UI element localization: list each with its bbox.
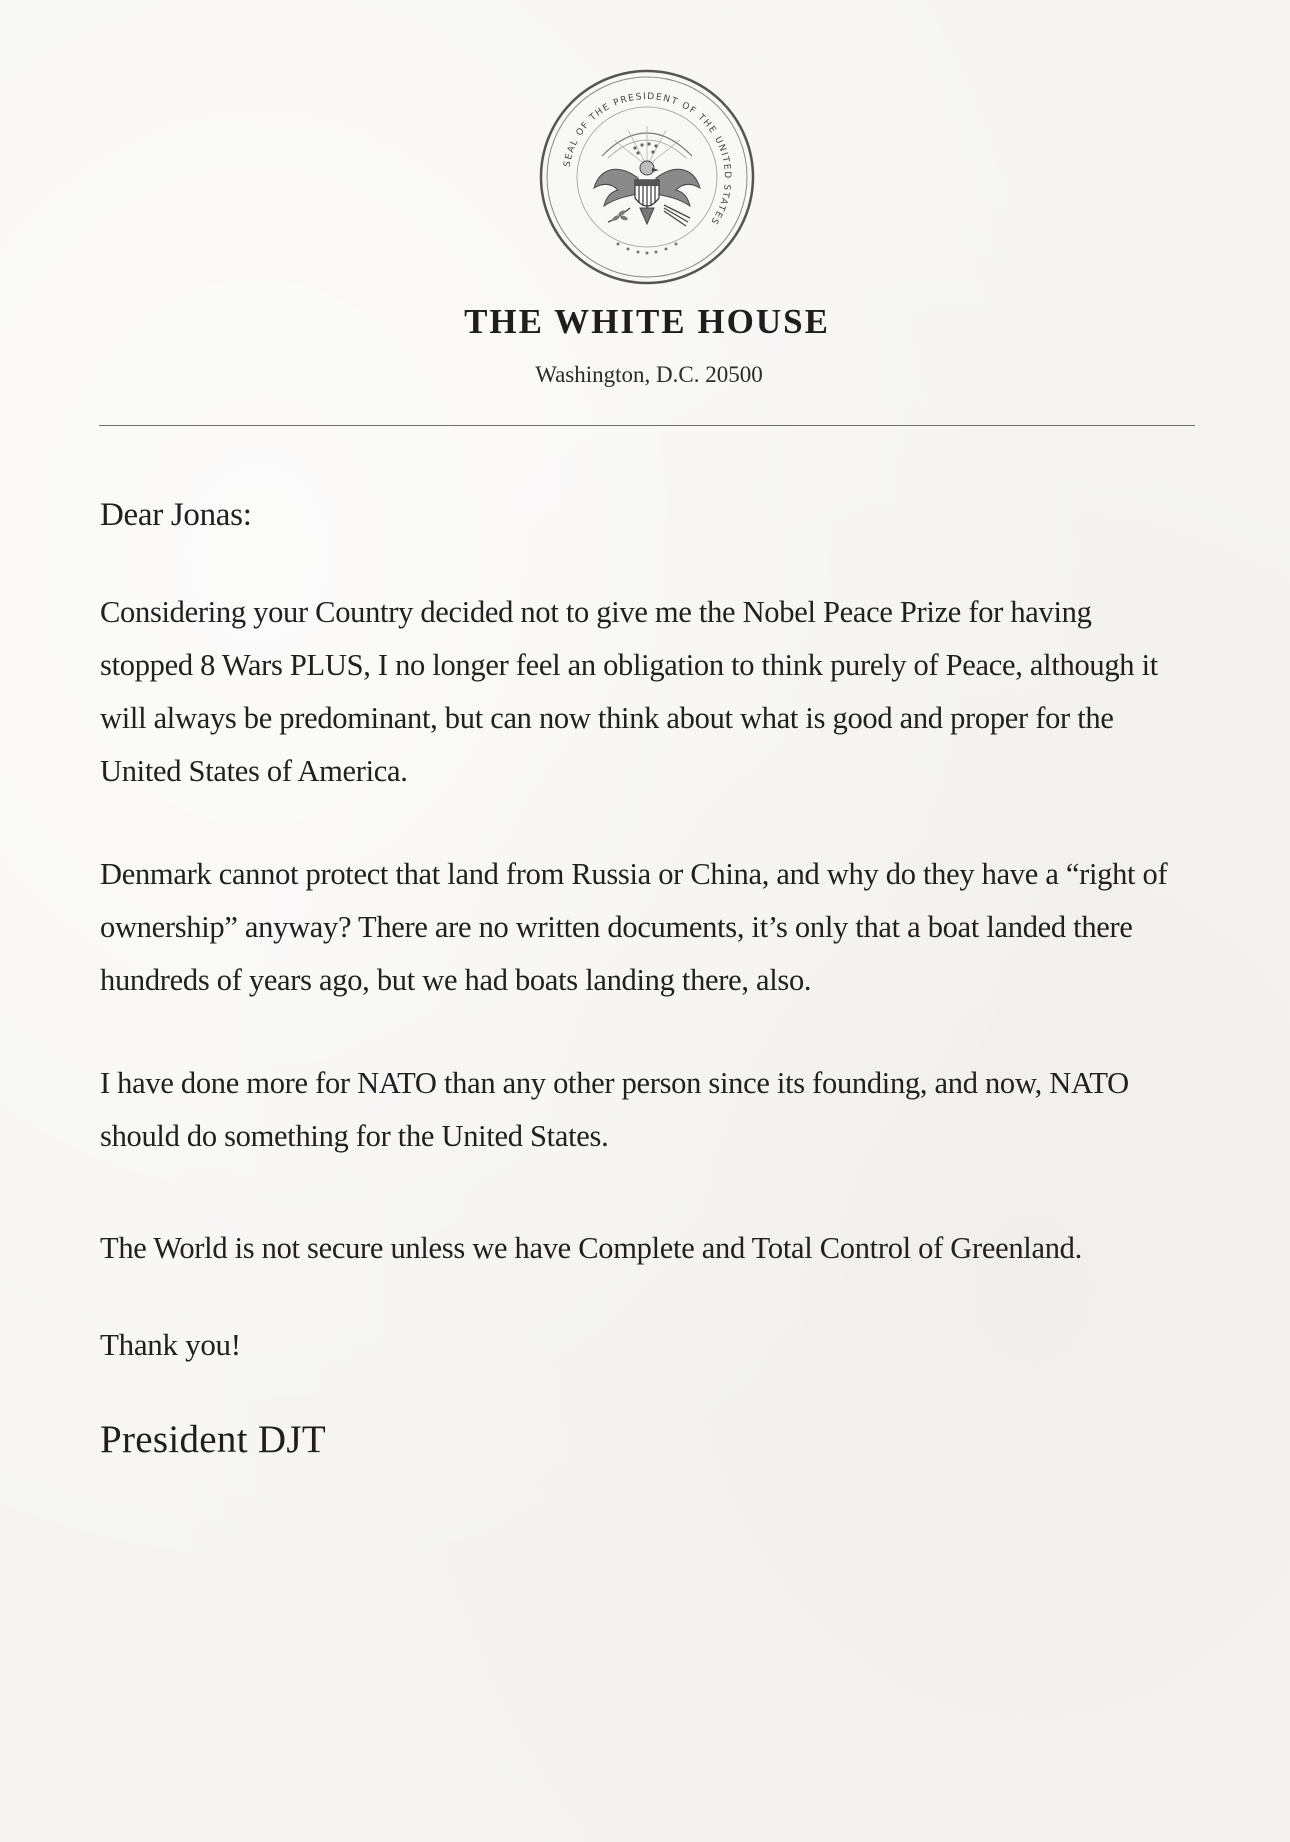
seal-ring-text: SEAL OF THE PRESIDENT OF THE UNITED STATES	[562, 91, 733, 227]
closing: Thank you!	[100, 1327, 241, 1362]
letterhead-address: Washington, D.C. 20500	[535, 362, 763, 387]
salutation: Dear Jonas:	[100, 497, 252, 533]
letterhead-title: THE WHITE HOUSE	[464, 302, 830, 341]
letterhead-divider	[99, 425, 1195, 426]
paragraph-3: I have done more for NATO than any other person since its founding, and now, NATO should do something for the United States.	[100, 1066, 1129, 1153]
presidential-seal-icon	[538, 68, 756, 286]
paragraph-4: The World is not secure unless we have Complete and Total Control of Greenland.	[100, 1231, 1082, 1265]
signature: President DJT	[100, 1418, 326, 1461]
paragraph-1: Considering your Country decided not to give me the Nobel Peace Prize for having stopped 8 Wars PLUS, I no longer feel an obligation to think purely of Peace, although it will always be predominant, but can now think about what is good and proper for the United States of America.	[100, 595, 1158, 788]
paragraph-2: Denmark cannot protect that land from Russia or China, and why do they have a “right of ownership” anyway? There are no written documents, it’s only that a boat landed there hundreds of years ago, but we had boats landing there, also.	[100, 857, 1168, 997]
